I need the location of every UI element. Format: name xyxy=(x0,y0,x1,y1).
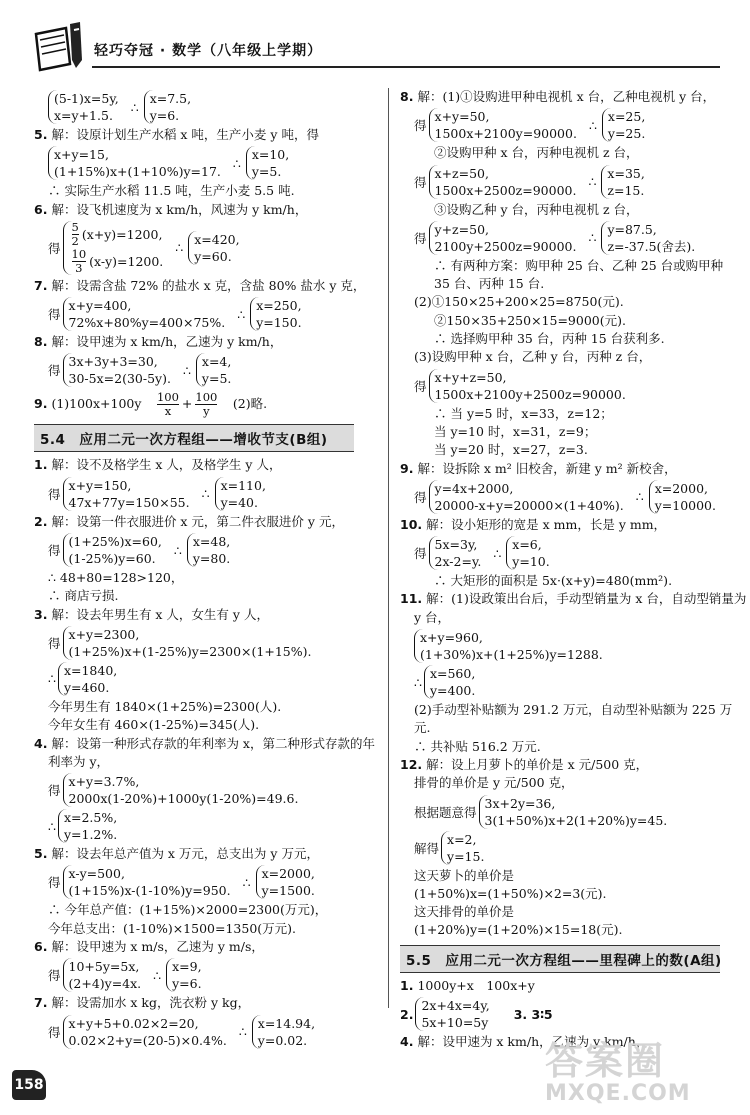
equation-system xyxy=(414,165,720,199)
question-number: 8. xyxy=(34,334,48,350)
therefore-sign: ∴ xyxy=(182,362,191,378)
question-number: 7. xyxy=(34,995,48,1011)
watermark-line2: MXQE.COM xyxy=(545,1081,691,1106)
equation: (1+30%)x+(1+25%)y=1288. xyxy=(420,647,603,663)
question-number: 12. xyxy=(400,756,423,772)
question-number: 3. xyxy=(34,606,48,622)
solution: x=7.5, xyxy=(149,91,192,106)
answer-text: 解：设原计划生产水稻 x 吨，生产小麦 y 吨，得 xyxy=(51,127,319,142)
solution: x=10, xyxy=(251,147,290,163)
equation-system xyxy=(414,108,720,142)
equation: x+y+5+0.02×2=20, xyxy=(68,1015,199,1031)
equation: y=400. xyxy=(429,683,476,699)
equation: x+y=2300, xyxy=(68,626,140,642)
question-number: 2. xyxy=(400,1006,414,1022)
system-prefix: 得 xyxy=(414,118,427,134)
system-prefix: ∴ xyxy=(414,674,422,690)
answer-line xyxy=(400,590,747,608)
section-heading: 5.4 应用二元一次方程组——增收节支(B组) xyxy=(34,424,354,452)
question-number: 10. xyxy=(400,516,423,532)
equation: 1500x+2100y+2500z=90000. xyxy=(434,386,626,402)
answer-line xyxy=(400,756,720,774)
system-brace xyxy=(63,865,231,899)
solution-brace xyxy=(188,231,239,265)
answer-line: ③设购乙种 y 台，丙种电视机 z 台， xyxy=(434,201,639,217)
equation: x+y=50, xyxy=(434,109,490,125)
question-number: 2. xyxy=(34,513,48,529)
system-brace xyxy=(63,533,162,567)
question-number: 9. xyxy=(34,396,48,412)
equation-rest: (x-y)=1200. xyxy=(89,253,164,269)
equation xyxy=(69,221,164,248)
solution: x=250, xyxy=(256,298,302,314)
equation: 5x+10=5y xyxy=(421,1015,489,1031)
answer-line xyxy=(34,277,366,295)
answer-line: ∴ 有两种方案：购甲种 25 台、乙种 25 台或购甲种 xyxy=(434,257,724,273)
system-brace xyxy=(414,629,603,663)
answer-line: ∴ 实际生产水稻 11.5 吨，生产小麦 5.5 吨. xyxy=(48,183,295,199)
answer-line: ∴ 商店亏损. xyxy=(48,588,119,604)
fraction xyxy=(72,248,87,275)
solution: z=15. xyxy=(607,182,645,198)
answer-line xyxy=(34,994,354,1012)
equation-system xyxy=(48,90,354,124)
solution-brace xyxy=(602,108,645,142)
equation-system xyxy=(48,146,354,180)
system-brace xyxy=(63,958,142,992)
answer-line: ∴ 大矩形的面积是 5x·(x+y)=480(mm²). xyxy=(434,573,673,589)
answer-line xyxy=(34,845,354,863)
equation: y=460. xyxy=(63,679,110,695)
equation: 30-5x=2(30-5y). xyxy=(68,371,171,387)
solution: x=35, xyxy=(607,165,645,181)
system-brace xyxy=(429,221,577,255)
numerator: 100 xyxy=(195,390,218,405)
answer-text: 解：设需含盐 72% 的盐水 x 克，含盐 80% 盐水 y 克， xyxy=(51,277,366,293)
solution: x=14.94, xyxy=(257,1015,316,1031)
question-number: 6. xyxy=(34,201,48,217)
answer-part: (2)略. xyxy=(232,396,268,412)
equation-system xyxy=(48,773,354,807)
answer-part: (1)100x+100y xyxy=(51,396,142,412)
answer-text: 解：设去年总产值为 x 万元，总支出为 y 万元， xyxy=(51,846,319,862)
system-prefix: 得 xyxy=(48,307,61,323)
solution: x=6, xyxy=(512,537,542,553)
system-brace xyxy=(429,108,577,142)
therefore-sign: ∴ xyxy=(153,967,162,983)
equation: x=y+1.5. xyxy=(54,108,113,123)
watermark-line1: 答案圈 xyxy=(545,1039,666,1083)
answer-text: 解：设上月萝卜的单价是 x 元/500 克， xyxy=(426,756,649,772)
solution-brace xyxy=(649,480,716,514)
answer-line xyxy=(34,938,354,956)
therefore-sign: ∴ xyxy=(237,306,246,322)
answer-text: 解：设甲速为 x km/h，乙速为 y km/h， xyxy=(51,334,283,350)
solution: y=10. xyxy=(512,554,550,570)
therefore-sign: ∴ xyxy=(238,1024,247,1040)
system-prefix: 得 xyxy=(48,486,61,502)
solution: y=0.02. xyxy=(257,1032,308,1048)
equation: x=560, xyxy=(429,666,476,682)
therefore-sign: ∴ xyxy=(588,174,597,190)
solution: z=-37.5(舍去). xyxy=(607,238,696,254)
system-prefix: 解得 xyxy=(414,840,440,856)
equation: (1+25%)x+(1-25%)y=2300×(1+15%). xyxy=(68,643,312,659)
solution-brace xyxy=(187,533,230,567)
answer-line: 今年男生有 1840×(1+25%)=2300(人). xyxy=(48,698,282,714)
equation: x-y=500, xyxy=(68,866,125,882)
equation: 20000-x+y=20000×(1+40%). xyxy=(434,497,624,513)
system-prefix: 得 xyxy=(48,240,61,256)
system-brace xyxy=(429,165,577,199)
equation-system xyxy=(414,221,720,255)
equation: y+z=50, xyxy=(434,221,489,237)
solution-brace xyxy=(252,1015,315,1049)
system-brace xyxy=(48,146,221,180)
system-brace xyxy=(63,477,190,511)
answer-text: 解：(1)①设购进甲种电视机 x 台，乙种电视机 y 台， xyxy=(417,89,716,104)
equation: x+y=960, xyxy=(420,630,483,646)
answer-line: 当 y=20 时，x=27，z=3. xyxy=(434,442,588,458)
equation: 3x+3y+3=30, xyxy=(68,354,158,370)
solution: y=80. xyxy=(192,551,231,567)
answer-line: 当 y=10 时，x=31，z=9； xyxy=(434,423,597,439)
therefore-sign: ∴ xyxy=(635,489,644,505)
answer-line xyxy=(34,389,354,419)
equation: x+z=50, xyxy=(434,165,489,181)
answer-text: 解：设拆除 x m² 旧校舍，新建 y m² 新校舍， xyxy=(417,460,677,476)
equation: 2000x(1-20%)+1000y(1-20%)=49.6. xyxy=(68,791,299,807)
equation: 1500x+2100y=90000. xyxy=(434,126,577,142)
system-brace xyxy=(63,773,299,807)
denominator: 3 xyxy=(72,261,87,275)
system-prefix: 得 xyxy=(48,875,61,891)
equation: y=4x+2000, xyxy=(434,480,514,496)
equation-system xyxy=(48,1015,354,1049)
therefore-sign: ∴ xyxy=(588,230,597,246)
system-prefix: ∴ xyxy=(48,818,56,834)
system-brace xyxy=(415,997,489,1031)
system-brace xyxy=(63,353,171,387)
solution-brace xyxy=(196,353,231,387)
answer-text: 解：设需加水 x kg，洗衣粉 y kg， xyxy=(51,995,251,1011)
answer-text: 解：设小矩形的宽是 x mm，长是 y mm， xyxy=(426,516,667,532)
system-prefix: 得 xyxy=(414,378,427,394)
question-number: 5. xyxy=(34,127,48,142)
therefore-sign: ∴ xyxy=(242,874,251,890)
equation: y=15. xyxy=(447,848,485,864)
equation: 5x=3y, xyxy=(434,537,478,553)
system-brace xyxy=(429,480,624,514)
solution: x=4, xyxy=(201,354,232,370)
equation: y=1.2%. xyxy=(63,827,118,843)
solution-brace xyxy=(166,958,201,992)
equation-system xyxy=(48,865,354,899)
solution: x=25, xyxy=(607,109,646,125)
equation: (1+15%)x+(1+10%)y=17. xyxy=(54,164,221,180)
therefore-sign: ∴ xyxy=(130,99,139,115)
answer-text: 解：设飞机速度为 x km/h，风速为 y km/h， xyxy=(51,201,308,217)
therefore-sign: ∴ xyxy=(173,542,182,558)
therefore-sign: ∴ xyxy=(175,240,184,256)
left-column xyxy=(34,88,375,1051)
watermark xyxy=(545,1040,691,1106)
equation: 2x+4x=4y, xyxy=(421,998,490,1014)
equation-system xyxy=(414,629,720,663)
system-prefix: 得 xyxy=(414,546,427,562)
equation-system xyxy=(400,997,720,1031)
system-brace xyxy=(479,795,668,829)
answer-line: 元. xyxy=(414,720,431,736)
question-number: 7. xyxy=(34,277,48,293)
system-prefix: 得 xyxy=(48,783,61,799)
equation: 0.02×2+y=(20-5)×0.4%. xyxy=(68,1032,227,1048)
equation-system xyxy=(414,536,720,570)
answer-line: 35 台、丙种 15 台. xyxy=(434,276,545,292)
equation: 47x+77y=150×55. xyxy=(68,494,190,510)
numerator: 100 xyxy=(156,390,179,405)
equation-system xyxy=(48,353,354,387)
answer-line: ∴ 今年总产值：(1+15%)×2000=2300(万元)， xyxy=(48,902,328,918)
fraction xyxy=(157,391,179,418)
solution: y=150. xyxy=(256,315,302,331)
system-prefix: 得 xyxy=(414,489,427,505)
answer-line xyxy=(400,977,720,995)
equation: (2+4)y=4x. xyxy=(68,976,142,992)
equation: 3x+2y=36, xyxy=(484,795,556,811)
equation: x+y+z=50, xyxy=(434,369,507,385)
system-brace xyxy=(424,665,475,699)
equation-system xyxy=(48,297,354,331)
answer-text: 解：设甲速为 x km/h，乙速为 y km/h， xyxy=(417,1034,649,1050)
question-number: 11. xyxy=(400,591,423,607)
system-brace xyxy=(63,1015,227,1049)
system-prefix: 根据题意得 xyxy=(414,804,477,820)
system-brace xyxy=(429,536,482,570)
question-number: 8. xyxy=(400,89,414,104)
solution: y=25. xyxy=(607,126,646,142)
equation-system xyxy=(414,369,720,403)
answer-line xyxy=(34,606,354,624)
system-brace xyxy=(58,662,117,696)
right-column xyxy=(400,88,747,1051)
question-number: 9. xyxy=(400,460,414,476)
answer-line xyxy=(400,88,720,106)
equation xyxy=(69,248,164,275)
answer-line: ∴ 当 y=5 时，x=33，z=12； xyxy=(434,405,613,421)
equation: (1-25%)y=60. xyxy=(68,551,156,567)
equation-system xyxy=(48,221,354,275)
answer-line: (1+20%)y=(1+20%)×15=18(元). xyxy=(414,922,623,938)
header-title: 轻巧夺冠 · 数学（八年级上学期） xyxy=(94,43,323,59)
therefore-sign: ∴ xyxy=(232,155,241,171)
equation: x+y=3.7%, xyxy=(68,774,140,790)
solution-brace xyxy=(601,221,695,255)
solution: x=2000, xyxy=(261,866,315,882)
answer-line: ∴ 共补贴 516.2 万元. xyxy=(414,738,541,754)
answer-line: (1+50%)x=(1+50%)×2=3(元). xyxy=(414,885,607,901)
equation: x=1840, xyxy=(63,662,118,678)
equation: (5-1)x=5y, xyxy=(54,91,119,106)
equation: 10+5y=5x, xyxy=(68,959,140,975)
section-heading: 5.5 应用二元一次方程组——里程碑上的数(A组) xyxy=(400,945,720,973)
solution: x=2000, xyxy=(654,480,709,496)
answer-line: 利率为 y， xyxy=(48,753,110,769)
equation: 2x-2=y. xyxy=(434,554,482,570)
equation-system xyxy=(414,795,720,829)
equation-system xyxy=(414,480,720,514)
page-number: 158 xyxy=(12,1070,46,1100)
answer-text: 解：设第一种形式存款的年利率为 x，第二种形式存款的年 xyxy=(51,735,375,751)
denominator: x xyxy=(157,404,179,418)
system-prefix: 得 xyxy=(414,230,427,246)
therefore-sign: ∴ xyxy=(588,117,597,133)
answer-text: 解：设不及格学生 x 人，及格学生 y 人， xyxy=(51,457,282,473)
equation-system xyxy=(48,626,354,660)
therefore-sign: ∴ xyxy=(493,545,502,561)
answer-line: ∴ 选择购甲种 35 台，丙种 15 台获利多. xyxy=(434,331,665,347)
answer-line xyxy=(34,201,354,219)
equation: 2100y+2500z=90000. xyxy=(434,238,577,254)
equation: x+y=150, xyxy=(68,477,132,493)
equation-system xyxy=(414,665,720,699)
answer-text: 解：设去年男生有 x 人，女生有 y 人， xyxy=(51,606,269,622)
system-brace xyxy=(429,369,626,403)
numerator: 5 xyxy=(71,219,79,234)
system-prefix: 得 xyxy=(48,543,61,559)
system-prefix: 得 xyxy=(48,363,61,379)
numerator: 10 xyxy=(71,246,87,261)
solution: y=87.5, xyxy=(607,221,657,237)
equation-system xyxy=(48,533,354,567)
solution: x=9, xyxy=(172,959,202,975)
equation: x=2, xyxy=(447,831,477,847)
solution: x=110, xyxy=(220,477,266,493)
system-prefix: 得 xyxy=(414,174,427,190)
solution: y=6. xyxy=(172,976,202,992)
answer-line: 这天排骨的单价是 xyxy=(414,904,515,920)
answer-line xyxy=(34,333,354,351)
fraction xyxy=(195,391,217,418)
equation-system xyxy=(48,477,354,511)
answer-line: 这天萝卜的单价是 xyxy=(414,867,515,883)
pencil-book-logo-icon xyxy=(30,20,92,72)
answer-line: (2)①150×25+200×25=8750(元). xyxy=(414,294,624,310)
solution-brace xyxy=(250,297,301,331)
answer-line xyxy=(400,460,720,478)
equation: (1+25%)x=60, xyxy=(68,534,162,550)
answer-line: 今年女生有 460×(1-25%)=345(人). xyxy=(48,717,260,733)
system-prefix: 得 xyxy=(48,968,61,984)
denominator: 2 xyxy=(71,233,79,248)
answer-text: 解：设甲速为 x m/s，乙速为 y m/s， xyxy=(51,939,264,955)
system-brace xyxy=(441,831,484,865)
solution: y=40. xyxy=(220,494,258,510)
equation: 3(1+50%)x+2(1+20%)y=45. xyxy=(484,812,668,828)
denominator: y xyxy=(195,404,217,418)
question-number: 6. xyxy=(34,939,48,955)
answer-text: 1000y+x 100x+y xyxy=(417,977,535,993)
equation: x+y=15, xyxy=(54,147,109,163)
system-brace xyxy=(63,297,226,331)
answer-text: 解：设第一件衣服进价 x 元，第二件衣服进价 y 元， xyxy=(51,513,344,529)
answer-line xyxy=(34,126,354,144)
solution-brace xyxy=(144,90,191,124)
header-rule xyxy=(92,66,720,68)
fraction xyxy=(72,221,79,248)
solution: y=5. xyxy=(251,164,282,180)
system-prefix: 得 xyxy=(48,1024,61,1040)
solution: x=420, xyxy=(194,231,240,247)
system-prefix: 得 xyxy=(48,635,61,651)
equation: x=2.5%, xyxy=(63,810,118,826)
answer-line xyxy=(34,513,354,531)
page-header xyxy=(30,20,720,72)
solution: y=1500. xyxy=(261,883,315,899)
answer-line xyxy=(400,516,720,534)
solution-brace xyxy=(256,865,315,899)
solution: x=48, xyxy=(192,534,231,550)
answer-line xyxy=(34,735,375,753)
solution-brace xyxy=(215,477,266,511)
question-number: 5. xyxy=(34,846,48,862)
solution: y=5. xyxy=(201,371,232,387)
answer-text: 解：(1)设政策出台后，手动型销量为 x 台，自动型销量为 xyxy=(426,591,747,607)
solution-brace xyxy=(506,536,549,570)
answer-line xyxy=(34,456,354,474)
equation-system xyxy=(48,809,354,843)
equation-rest: (x+y)=1200, xyxy=(81,226,163,242)
equation: 72%x+80%y=400×75%. xyxy=(68,315,226,331)
answer-line: 排骨的单价是 y 元/500 克， xyxy=(414,775,574,791)
next-answer: 3. 3∶5 xyxy=(513,1006,553,1022)
answer-line: ②设购甲种 x 台，丙种电视机 z 台， xyxy=(434,145,639,161)
system-brace xyxy=(58,809,117,843)
system-prefix: ∴ xyxy=(48,671,56,687)
equation: x+y=400, xyxy=(68,298,132,314)
answer-line: (3)设购甲种 x 台，乙种 y 台，丙种 z 台， xyxy=(414,349,652,365)
solution-brace xyxy=(246,146,289,180)
solution: y=6. xyxy=(149,108,180,123)
equation: (1+15%)x-(1-10%)y=950. xyxy=(68,883,231,899)
system-brace xyxy=(63,626,312,660)
solution: y=10000. xyxy=(654,497,716,513)
answer-line: ②150×35+250×15=9000(元). xyxy=(434,312,626,328)
solution: y=60. xyxy=(194,248,232,264)
question-number: 4. xyxy=(400,1034,414,1050)
answer-line: (2)手动型补贴额为 291.2 万元，自动型补贴额为 225 万 xyxy=(414,702,733,718)
answer-line: ∴ 48+80=128>120， xyxy=(48,570,184,586)
column-divider xyxy=(388,88,389,1008)
system-brace xyxy=(63,221,164,275)
question-number: 1. xyxy=(34,457,48,473)
plus-sign: + xyxy=(181,396,193,412)
therefore-sign: ∴ xyxy=(201,486,210,502)
equation-system xyxy=(48,662,354,696)
equation-system xyxy=(48,958,354,992)
question-number: 4. xyxy=(34,735,48,751)
equation: 1500x+2500z=90000. xyxy=(434,182,577,198)
system-brace xyxy=(48,90,119,124)
solution-brace xyxy=(601,165,644,199)
answer-line: 今年总支出：(1-10%)×1500=1350(万元). xyxy=(48,920,297,936)
equation-system xyxy=(414,831,720,865)
question-number: 1. xyxy=(400,977,414,993)
answer-line: y 台， xyxy=(414,609,451,625)
